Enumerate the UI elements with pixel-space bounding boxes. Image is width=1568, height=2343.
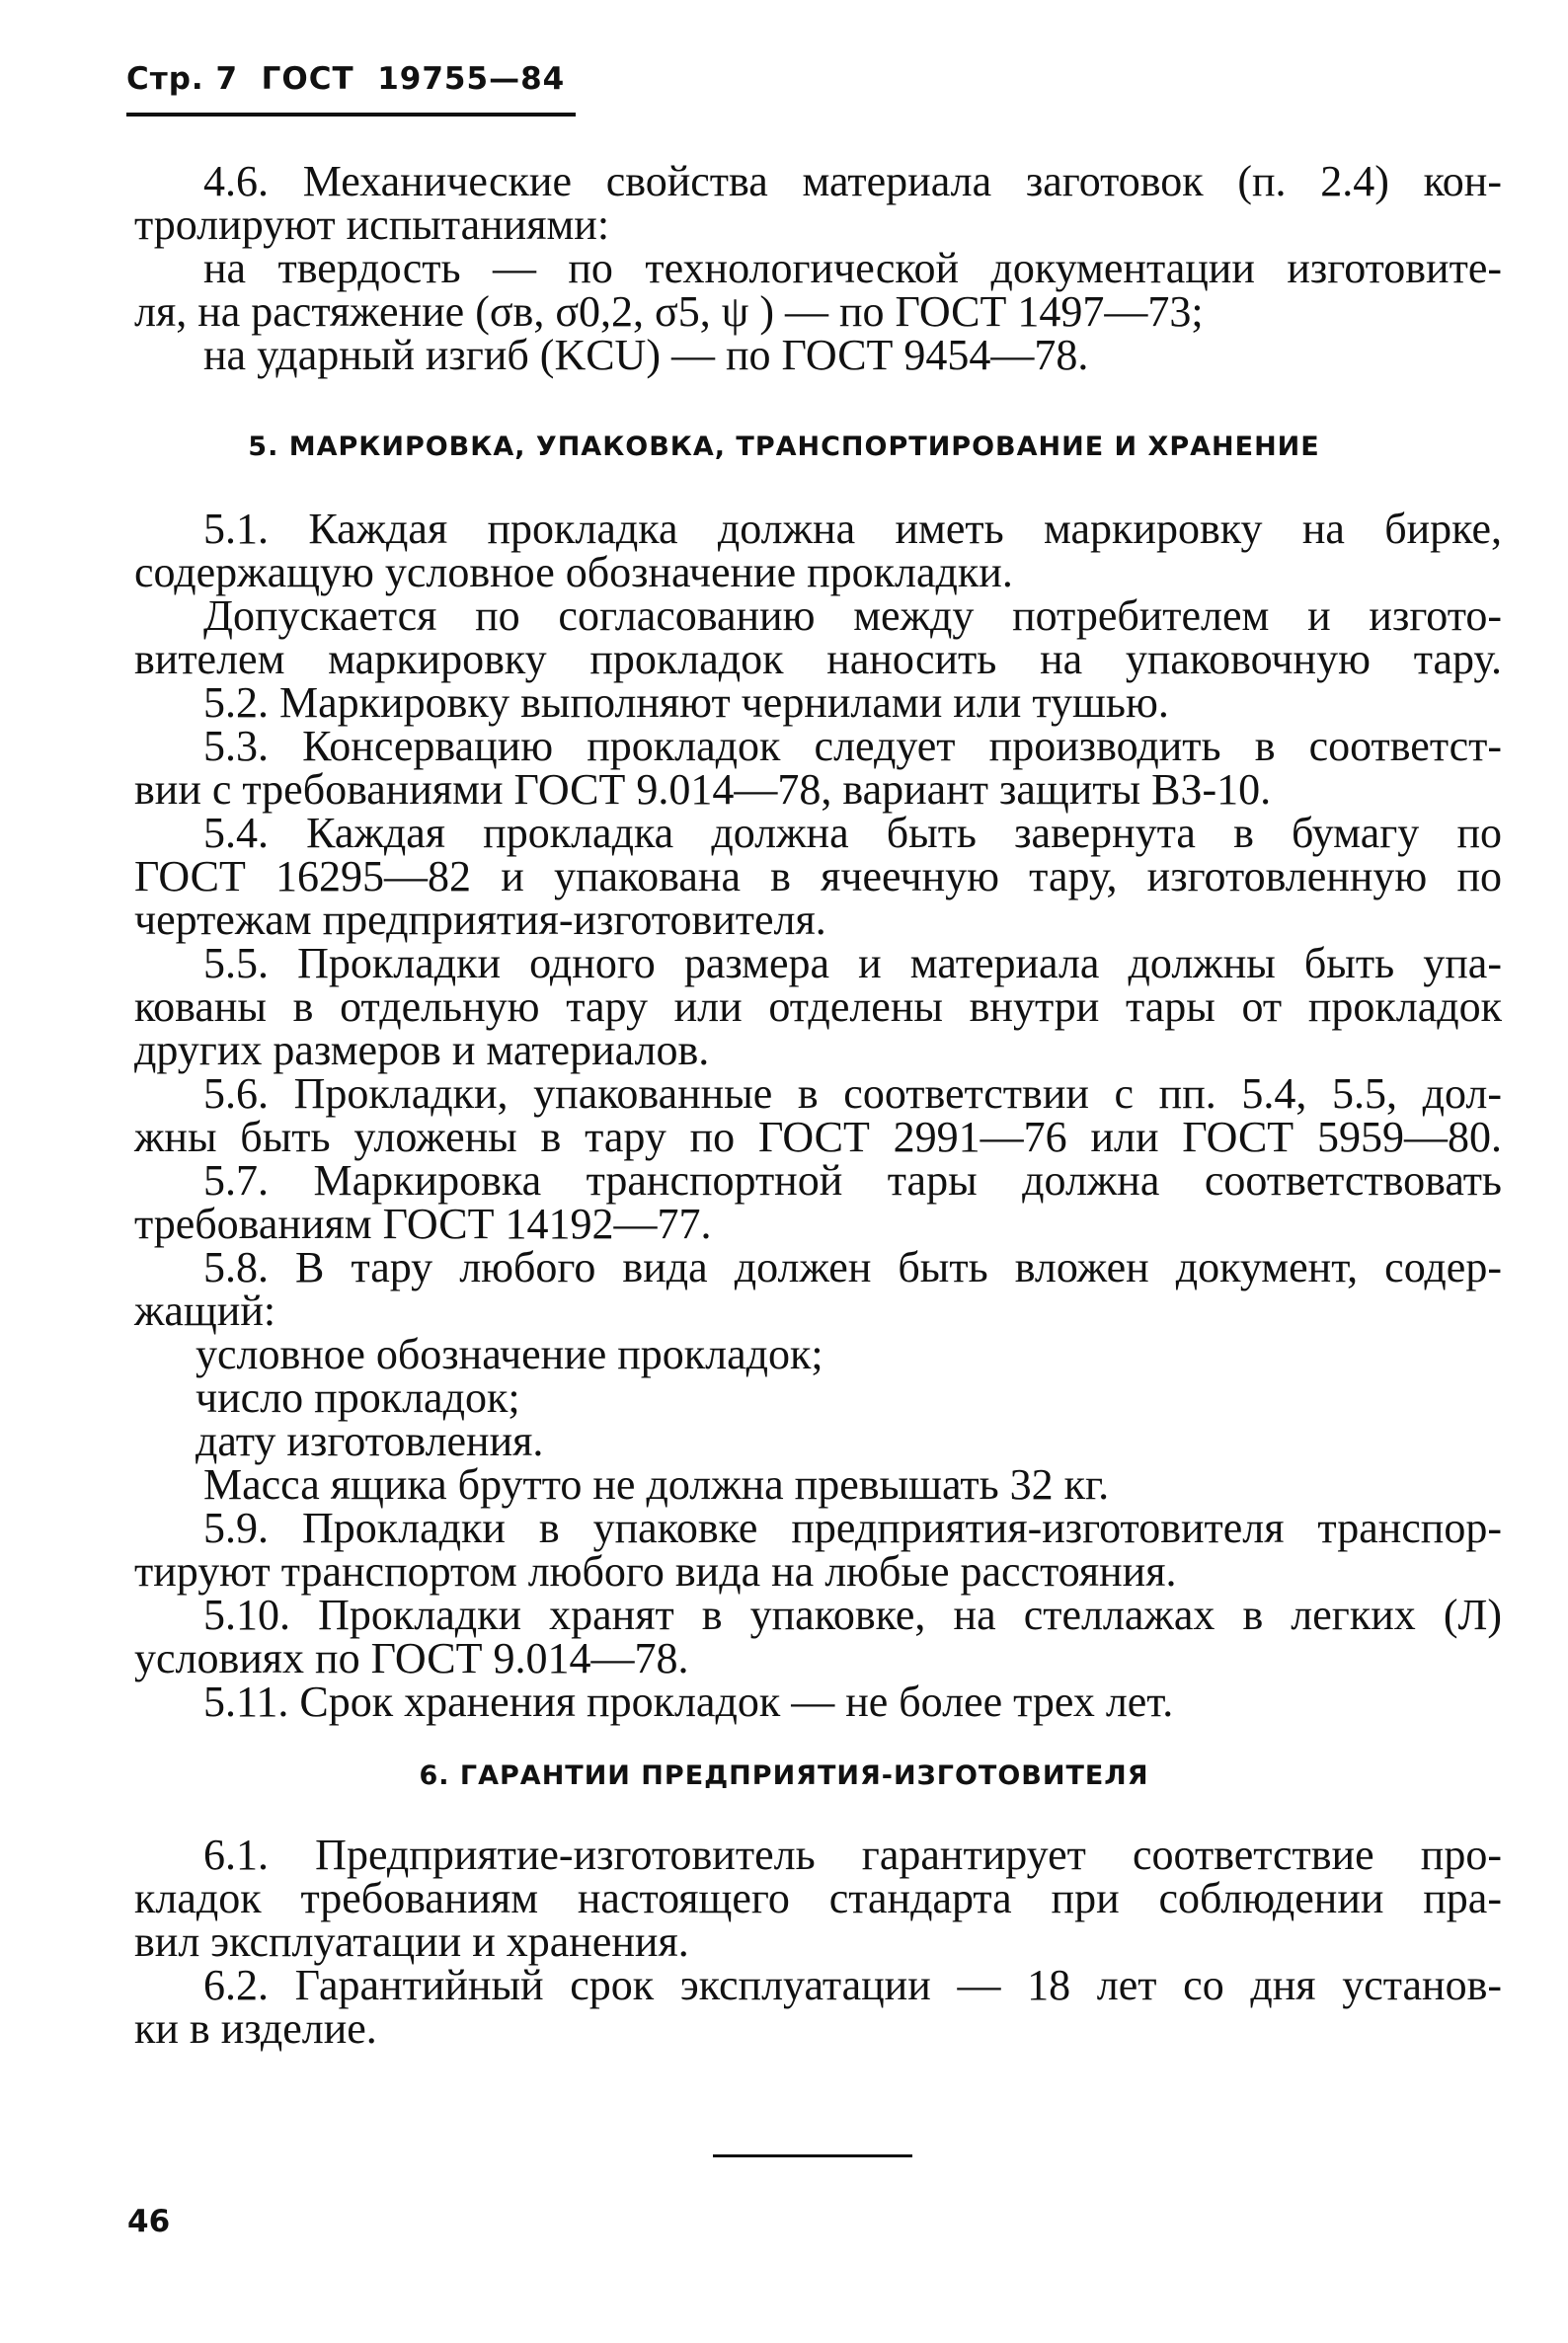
clause-4-6-line-4: ля, на растяжение (σв, σ0,2, σ5, ψ ) — по ГОСТ 1497—73; (134, 287, 1204, 336)
clause-5-1-line-3: Допускается по согласованию между потребителем и изгото- (203, 591, 1502, 640)
clause-5-3-line-2: вии с требованиями ГОСТ 9.014—78, вариант защиты ВЗ-10. (134, 765, 1272, 814)
clause-5-8-line-3: Масса ящика брутто не должна превышать 32 кг. (203, 1460, 1110, 1509)
clause-4-6-line-1: 4.6. Механические свойства материала заготовок (п. 2.4) кон- (203, 157, 1502, 205)
clause-5-8-line-1: 5.8. В тару любого вида должен быть вложен документ, содер- (203, 1243, 1502, 1291)
clause-5-7-line-1: 5.7. Маркировка транспортной тары должна соответствовать (203, 1156, 1502, 1205)
clause-5-4-line-2: ГОСТ 16295—82 и упакована в ячеечную тару, изготовленную по (134, 852, 1502, 900)
clause-6-1-line-3: вил эксплуатации и хранения. (134, 1917, 689, 1966)
header-rule (126, 113, 576, 117)
clause-5-8-item-2: число прокладок; (196, 1373, 520, 1422)
clause-5-8-item-3: дату изготовления. (196, 1417, 544, 1465)
clause-5-11-line-1: 5.11. Срок хранения прокладок — не более трех лет. (203, 1678, 1174, 1726)
end-rule (713, 2154, 912, 2157)
section-5-heading: 5. МАРКИРОВКА, УПАКОВКА, ТРАНСПОРТИРОВАНИЕ И ХРАНЕНИЕ (248, 431, 1320, 462)
clause-5-10-line-1: 5.10. Прокладки хранят в упаковке, на стеллажах в легких (Л) (203, 1591, 1502, 1639)
clause-6-1-line-1: 6.1. Предприятие-изготовитель гарантирует соответствие про- (203, 1831, 1502, 1879)
clause-5-5-line-2: кованы в отдельную тару или отделены внутри тары от прокладок (134, 982, 1502, 1031)
clause-5-4-line-1: 5.4. Каждая прокладка должна быть завернута в бумагу по (203, 809, 1502, 857)
clause-5-6-line-2: жны быть уложены в тару по ГОСТ 2991—76 или ГОСТ 5959—80. (134, 1113, 1502, 1161)
clause-6-2-line-2: ки в изделие. (134, 2004, 377, 2053)
clause-5-7-line-2: требованиям ГОСТ 14192—77. (134, 1200, 712, 1248)
clause-5-5-line-3: других размеров и материалов. (134, 1026, 710, 1074)
clause-5-2-line-1: 5.2. Маркировку выполняют чернилами или тушью. (203, 678, 1169, 727)
clause-5-10-line-2: условиях по ГОСТ 9.014—78. (134, 1634, 689, 1682)
clause-5-8-item-1: условное обозначение прокладок; (196, 1330, 823, 1378)
clause-5-9-line-2: тируют транспортом любого вида на любые расстояния. (134, 1547, 1177, 1596)
clause-4-6-line-3: на твердость — по технологической документации изготовите- (203, 244, 1502, 292)
clause-5-1-line-1: 5.1. Каждая прокладка должна иметь маркировку на бирке, (203, 505, 1502, 553)
clause-5-1-line-2: содержащую условное обозначение прокладки. (134, 548, 1013, 596)
clause-5-6-line-1: 5.6. Прокладки, упакованные в соответствии с пп. 5.4, 5.5, дол- (203, 1069, 1502, 1118)
clause-5-1-line-4: вителем маркировку прокладок наносить на упаковочную тару. (134, 635, 1502, 683)
clause-6-1-line-2: кладок требованиям настоящего стандарта при соблюдении пра- (134, 1874, 1502, 1922)
clause-5-8-line-2: жащий: (134, 1287, 276, 1335)
running-head: Стр. 7 ГОСТ 19755—84 (126, 61, 566, 97)
clause-6-2-line-1: 6.2. Гарантийный срок эксплуатации — 18 лет со дня установ- (203, 1961, 1502, 2009)
clause-5-5-line-1: 5.5. Прокладки одного размера и материала должны быть упа- (203, 939, 1502, 987)
clause-5-3-line-1: 5.3. Консервацию прокладок следует производить в соответст- (203, 722, 1502, 770)
page-number: 46 (127, 2204, 171, 2239)
clause-5-4-line-3: чертежам предприятия-изготовителя. (134, 896, 826, 944)
clause-4-6-line-5: на ударный изгиб (KCU) — по ГОСТ 9454—78. (203, 331, 1089, 379)
section-6-heading: 6. ГАРАНТИИ ПРЕДПРИЯТИЯ-ИЗГОТОВИТЕЛЯ (419, 1760, 1149, 1791)
clause-4-6-line-2: тролируют испытаниями: (134, 200, 610, 249)
clause-5-9-line-1: 5.9. Прокладки в упаковке предприятия-изготовителя транспор- (203, 1504, 1502, 1552)
